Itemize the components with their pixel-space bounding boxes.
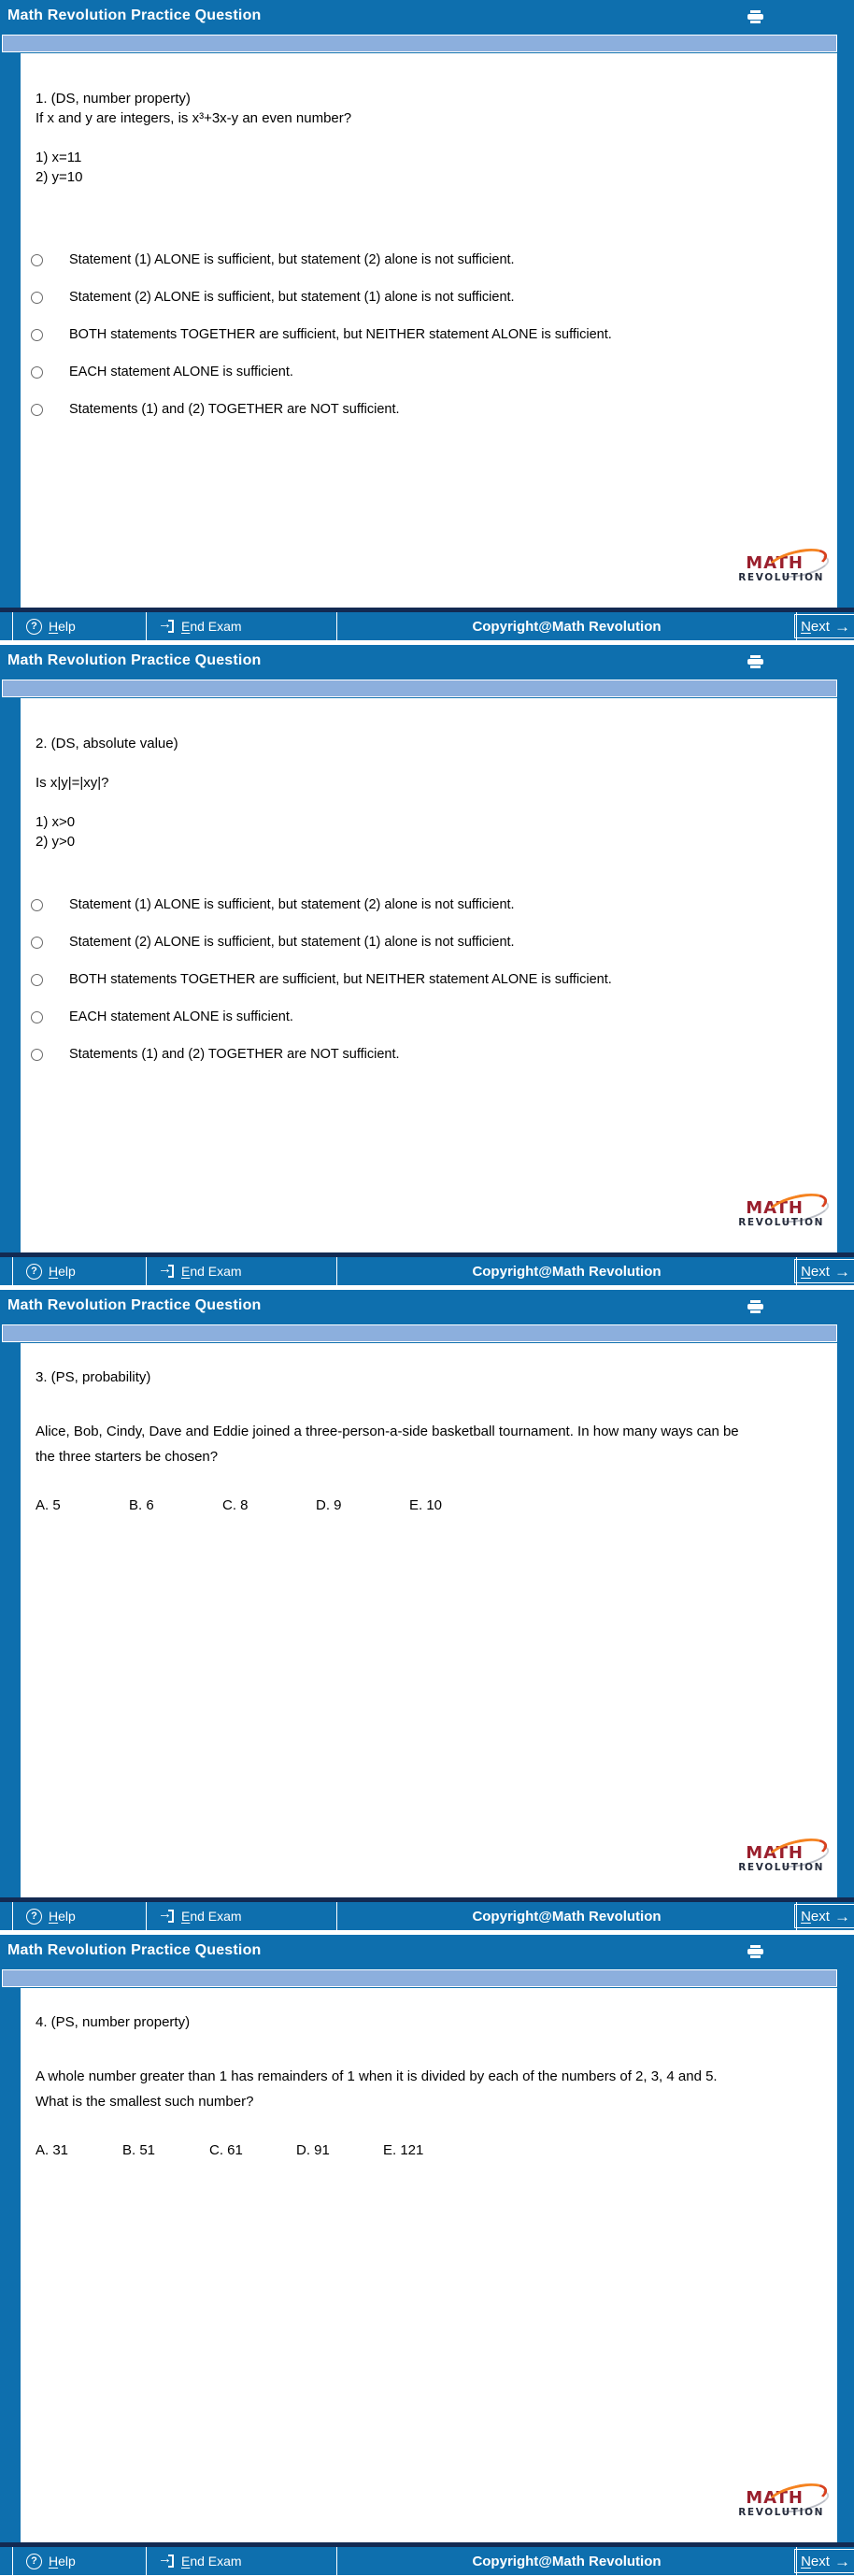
copyright-text: Copyright@Math Revolution [337, 1902, 797, 1930]
blank-line [36, 793, 837, 812]
window-title: Math Revolution Practice Question [7, 1297, 262, 1313]
answer-option-d[interactable] [21, 353, 837, 391]
exam-screen-4 [0, 1935, 854, 2576]
next-label: Next [801, 1908, 830, 1925]
question-text-block [21, 1343, 837, 1469]
answer-choice-d[interactable]: D. 91 [296, 2142, 330, 2158]
question-text-block [21, 698, 837, 852]
end-exam-button[interactable] [147, 612, 337, 640]
logo-text-math: MATH [746, 1198, 804, 1218]
question-label: 4. (PS, number property) [36, 2014, 191, 2030]
help-icon: ? [26, 1909, 42, 1925]
nav-bar [0, 612, 854, 641]
exam-screen-2 [0, 645, 854, 1286]
exam-screen-3 [0, 1290, 854, 1931]
logo-text-revolution: REVOLUTION [738, 2507, 824, 2518]
logo-text-math: MATH [746, 1843, 804, 1863]
end-exam-label: End Exam [181, 1264, 242, 1279]
end-exam-icon: → [158, 1261, 172, 1277]
end-exam-label: End Exam [181, 1909, 242, 1924]
printer-output [750, 1955, 761, 1958]
radio-button-b[interactable] [31, 937, 43, 949]
end-exam-button[interactable] [147, 2547, 337, 2575]
printer-output [750, 1310, 761, 1313]
option-label: EACH statement ALONE is sufficient. [69, 365, 293, 379]
help-label: Help [49, 1909, 76, 1924]
radio-button-b[interactable] [31, 292, 43, 304]
end-exam-label: End Exam [181, 2554, 242, 2569]
printer-icon[interactable] [747, 1300, 763, 1314]
end-exam-icon: → [158, 616, 172, 632]
answer-choice-c[interactable]: C. 61 [209, 2142, 243, 2158]
end-exam-icon: → [158, 1906, 172, 1922]
next-button[interactable] [794, 1904, 854, 1928]
blank-line [36, 2032, 837, 2064]
option-label: EACH statement ALONE is sufficient. [69, 1009, 293, 1024]
question-header-strip [2, 1324, 837, 1342]
printer-icon[interactable] [747, 10, 763, 24]
radio-button-c[interactable] [31, 974, 43, 986]
printer-body [747, 1949, 763, 1954]
logo-text-math: MATH [746, 553, 804, 573]
blank-line [36, 128, 837, 148]
next-cell [797, 1902, 854, 1930]
question-text-block [21, 53, 837, 187]
printer-body [747, 1304, 763, 1309]
printer-output [750, 665, 761, 668]
statement-2: 2) y=10 [36, 169, 83, 185]
question-area [21, 53, 837, 608]
printer-body [747, 659, 763, 665]
title-bar [0, 1935, 854, 1968]
next-arrow-icon: → [833, 1262, 850, 1281]
end-exam-button[interactable] [147, 1257, 337, 1285]
copyright-text: Copyright@Math Revolution [337, 1257, 797, 1285]
nav-bar [0, 1902, 854, 1931]
next-cell [797, 612, 854, 640]
question-area [21, 698, 837, 1252]
help-label: Help [49, 619, 76, 634]
nav-bar [0, 1257, 854, 1286]
option-label: BOTH statements TOGETHER are sufficient, but NEITHER statement ALONE is sufficient. [69, 327, 612, 342]
nav-bar-lead [0, 612, 13, 640]
statement-1: 1) x>0 [36, 814, 76, 830]
answer-choices [21, 2142, 837, 2158]
answer-option-d[interactable] [21, 998, 837, 1036]
question-prompt-line-2: What is the smallest such number? [36, 2094, 254, 2110]
end-exam-button[interactable] [147, 1902, 337, 1930]
nav-bar-lead [0, 2547, 13, 2575]
help-icon: ? [26, 1264, 42, 1280]
next-label: Next [801, 618, 830, 635]
math-revolution-logo [714, 1200, 824, 1239]
option-label: Statement (2) ALONE is sufficient, but statement (1) alone is not sufficient. [69, 935, 515, 950]
next-label: Next [801, 1263, 830, 1280]
question-label: 3. (PS, probability) [36, 1369, 151, 1385]
math-revolution-logo [714, 2490, 824, 2529]
next-arrow-icon: → [833, 2552, 850, 2570]
help-button[interactable] [13, 2547, 147, 2575]
printer-paper [750, 1300, 761, 1303]
math-revolution-logo [714, 1845, 824, 1884]
help-icon: ? [26, 2554, 42, 2569]
printer-body [747, 14, 763, 20]
question-area [21, 1343, 837, 1897]
printer-icon[interactable] [747, 655, 763, 669]
answer-choices [21, 1497, 837, 1513]
printer-paper [750, 10, 761, 13]
printer-output [750, 21, 761, 23]
help-button[interactable] [13, 612, 147, 640]
printer-paper [750, 655, 761, 658]
answer-option-e[interactable] [21, 391, 837, 428]
radio-button-a[interactable] [31, 899, 43, 911]
question-text-block [21, 1988, 837, 2114]
next-cell [797, 2547, 854, 2575]
statement-1: 1) x=11 [36, 150, 82, 165]
answer-option-e[interactable] [21, 1036, 837, 1073]
answer-options [21, 886, 837, 1073]
question-header-strip [2, 680, 837, 697]
logo-text-revolution: REVOLUTION [738, 1862, 824, 1873]
next-arrow-icon: → [833, 617, 850, 636]
answer-option-a[interactable] [21, 886, 837, 923]
title-bar [0, 1290, 854, 1324]
title-bar [0, 0, 854, 34]
option-label: Statement (2) ALONE is sufficient, but statement (1) alone is not sufficient. [69, 290, 515, 305]
help-button[interactable] [13, 1257, 147, 1285]
logo-text-revolution: REVOLUTION [738, 1217, 824, 1228]
title-bar [0, 645, 854, 679]
end-exam-label: End Exam [181, 619, 242, 634]
window-title: Math Revolution Practice Question [7, 1942, 262, 1958]
help-button[interactable] [13, 1902, 147, 1930]
question-label: 2. (DS, absolute value) [36, 736, 178, 751]
answer-choice-b[interactable]: B. 6 [129, 1497, 154, 1513]
nav-bar [0, 2547, 854, 2576]
next-button[interactable] [794, 1259, 854, 1283]
question-prompt-line-1: Alice, Bob, Cindy, Dave and Eddie joined a three-person-a-side basketball tournament. In how many ways can be [36, 1424, 739, 1439]
radio-button-d[interactable] [31, 1011, 43, 1023]
question-prompt-line-1: A whole number greater than 1 has remainders of 1 when it is divided by each of the numbers of 2, 3, 4 and 5. [36, 2068, 718, 2084]
answer-option-b[interactable] [21, 923, 837, 961]
answer-option-b[interactable] [21, 279, 837, 316]
answer-choice-e[interactable]: E. 121 [383, 2142, 424, 2158]
answer-choice-c[interactable]: C. 8 [222, 1497, 249, 1513]
copyright-text: Copyright@Math Revolution [337, 612, 797, 640]
next-button[interactable] [794, 614, 854, 638]
option-label: Statements (1) and (2) TOGETHER are NOT sufficient. [69, 1047, 400, 1062]
copyright-text: Copyright@Math Revolution [337, 2547, 797, 2575]
answer-option-c[interactable] [21, 316, 837, 353]
answer-option-c[interactable] [21, 961, 837, 998]
radio-button-e[interactable] [31, 1049, 43, 1061]
next-button[interactable] [794, 2549, 854, 2573]
next-label: Next [801, 2553, 830, 2569]
next-cell [797, 1257, 854, 1285]
option-label: Statement (1) ALONE is sufficient, but statement (2) alone is not sufficient. [69, 252, 515, 267]
window-title: Math Revolution Practice Question [7, 7, 262, 23]
logo-text-revolution: REVOLUTION [738, 572, 824, 583]
question-area [21, 1988, 837, 2542]
answer-option-a[interactable] [21, 241, 837, 279]
math-revolution-logo [714, 555, 824, 594]
answer-options [21, 241, 837, 428]
question-header-strip [2, 35, 837, 52]
radio-button-a[interactable] [31, 254, 43, 266]
help-label: Help [49, 1264, 76, 1279]
answer-choice-d[interactable]: D. 9 [316, 1497, 342, 1513]
radio-button-c[interactable] [31, 329, 43, 341]
end-exam-icon: → [158, 2551, 172, 2567]
exam-screen-1 [0, 0, 854, 641]
radio-button-e[interactable] [31, 404, 43, 416]
logo-text-math: MATH [746, 2488, 804, 2508]
statement-2: 2) y>0 [36, 834, 76, 850]
option-label: BOTH statements TOGETHER are sufficient, but NEITHER statement ALONE is sufficient. [69, 972, 612, 987]
question-prompt: Is x|y|=|xy|? [36, 775, 109, 791]
nav-bar-lead [0, 1257, 13, 1285]
answer-choice-e[interactable]: E. 10 [409, 1497, 443, 1513]
answer-choice-a[interactable]: A. 31 [36, 2142, 69, 2158]
window-title: Math Revolution Practice Question [7, 652, 262, 668]
help-label: Help [49, 2554, 76, 2569]
radio-button-d[interactable] [31, 366, 43, 379]
question-header-strip [2, 1969, 837, 1987]
next-arrow-icon: → [833, 1907, 850, 1925]
blank-line [36, 1387, 837, 1419]
question-prompt-line-2: the three starters be chosen? [36, 1449, 219, 1465]
nav-bar-lead [0, 1902, 13, 1930]
blank-line [36, 753, 837, 773]
printer-paper [750, 1945, 761, 1948]
option-label: Statement (1) ALONE is sufficient, but statement (2) alone is not sufficient. [69, 897, 515, 912]
question-label: 1. (DS, number property) [36, 91, 191, 107]
printer-icon[interactable] [747, 1945, 763, 1959]
answer-choice-a[interactable]: A. 5 [36, 1497, 61, 1513]
answer-choice-b[interactable]: B. 51 [122, 2142, 156, 2158]
option-label: Statements (1) and (2) TOGETHER are NOT sufficient. [69, 402, 400, 417]
help-icon: ? [26, 619, 42, 635]
question-prompt: If x and y are integers, is x³+3x-y an even number? [36, 110, 352, 126]
